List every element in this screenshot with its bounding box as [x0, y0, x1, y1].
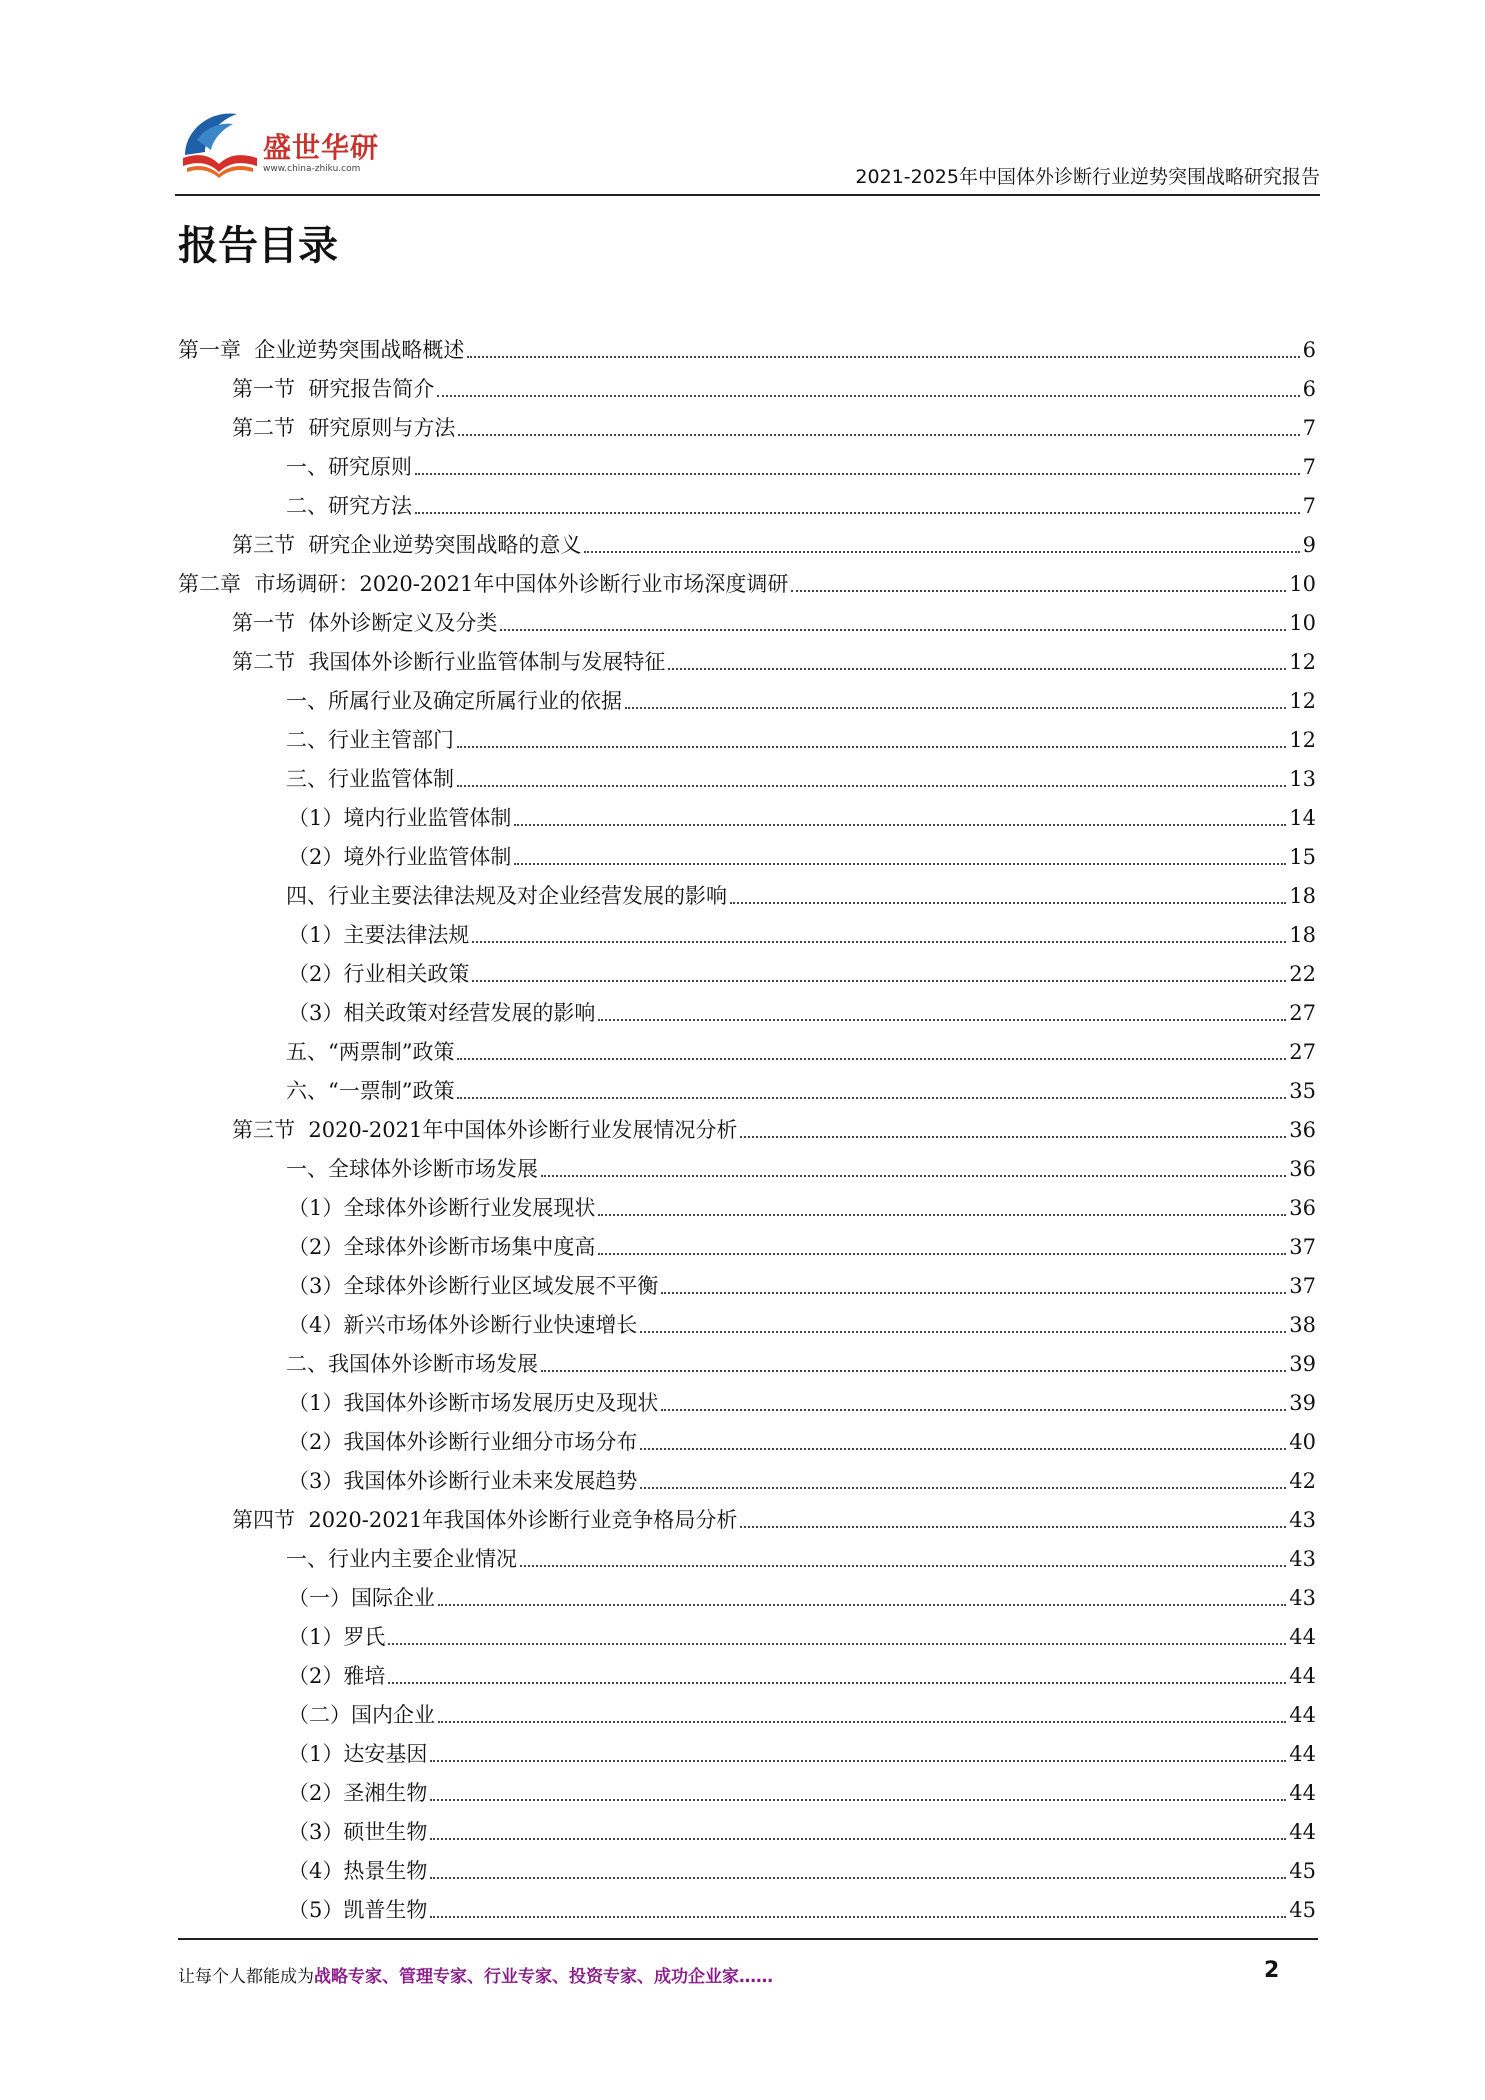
toc-entry-label: 第三节 2020-2021年中国体外诊断行业发展情况分析	[232, 1118, 738, 1142]
toc-entry-page: 12	[1289, 728, 1316, 752]
toc-dot-leader	[430, 1838, 1286, 1840]
toc-entry-page: 36	[1289, 1118, 1316, 1142]
toc-entry[interactable]	[178, 1299, 1316, 1338]
toc-entry-page: 15	[1289, 845, 1316, 869]
toc-entry-page: 42	[1289, 1469, 1316, 1493]
toc-entry[interactable]	[178, 831, 1316, 870]
toc-entry[interactable]	[178, 636, 1316, 675]
toc-dot-leader	[457, 1058, 1286, 1060]
toc-dot-leader	[520, 1565, 1286, 1567]
toc-dot-leader	[430, 1760, 1286, 1762]
report-title: 2021-2025年中国体外诊断行业逆势突围战略研究报告	[855, 166, 1320, 188]
toc-dot-leader	[438, 1721, 1286, 1723]
toc-entry-label: （1）主要法律法规	[288, 923, 470, 947]
toc-entry-label: 三、行业监管体制	[286, 767, 454, 791]
toc-entry-page: 36	[1289, 1196, 1316, 1220]
toc-entry[interactable]	[178, 1143, 1316, 1182]
toc-dot-leader	[457, 746, 1286, 748]
toc-entry[interactable]	[178, 1845, 1316, 1884]
toc-entry-page: 14	[1289, 806, 1316, 830]
toc-entry-label: （5）凯普生物	[288, 1898, 428, 1922]
toc-entry-label: （2）雅培	[288, 1664, 386, 1688]
toc-dot-leader	[430, 1877, 1286, 1879]
toc-dot-leader	[598, 1019, 1286, 1021]
toc-entry[interactable]	[178, 909, 1316, 948]
toc-entry[interactable]	[178, 1650, 1316, 1689]
toc-entry-label: （一）国际企业	[288, 1586, 435, 1610]
toc-entry-label: （4）新兴市场体外诊断行业快速增长	[288, 1313, 638, 1337]
toc-entry[interactable]	[178, 1611, 1316, 1650]
toc-entry[interactable]	[178, 363, 1316, 402]
toc-entry-label: 第四节 2020-2021年我国体外诊断行业竞争格局分析	[232, 1508, 738, 1532]
toc-entry-page: 38	[1289, 1313, 1316, 1337]
toc-entry[interactable]	[178, 1065, 1316, 1104]
footer-roles: 战略专家、管理专家、行业专家、投资专家、成功企业家……	[314, 1967, 773, 1987]
toc-entry-label: （2）行业相关政策	[288, 962, 470, 986]
toc-entry-page: 36	[1289, 1157, 1316, 1181]
toc-dot-leader	[740, 1526, 1286, 1528]
toc-entry-label: 一、所属行业及确定所属行业的依据	[286, 689, 622, 713]
toc-entry[interactable]	[178, 1494, 1316, 1533]
toc-entry-page: 10	[1289, 572, 1316, 596]
toc-entry[interactable]	[178, 480, 1316, 519]
toc-dot-leader	[640, 1448, 1286, 1450]
toc-dot-leader	[640, 1331, 1286, 1333]
toc-entry[interactable]	[178, 597, 1316, 636]
toc-dot-leader	[598, 1253, 1286, 1255]
toc-dot-leader	[437, 395, 1299, 397]
toc-entry-page: 10	[1289, 611, 1316, 635]
toc-entry-page: 18	[1289, 884, 1316, 908]
toc-dot-leader	[472, 980, 1286, 982]
toc-entry-label: 第一节 体外诊断定义及分类	[232, 611, 498, 635]
toc-dot-leader	[598, 1214, 1286, 1216]
toc-entry[interactable]	[178, 753, 1316, 792]
toc-entry-page: 27	[1289, 1040, 1316, 1064]
toc-entry-page: 12	[1289, 689, 1316, 713]
toc-dot-leader	[584, 551, 1299, 553]
toc-entry-page: 44	[1289, 1703, 1316, 1727]
page-title: 报告目录	[178, 223, 338, 269]
toc-dot-leader	[730, 902, 1286, 904]
toc-entry[interactable]	[178, 870, 1316, 909]
toc-entry[interactable]	[178, 675, 1316, 714]
toc-entry-label: （3）硕世生物	[288, 1820, 428, 1844]
toc-entry[interactable]	[178, 1728, 1316, 1767]
toc-entry[interactable]	[178, 324, 1316, 363]
toc-entry-label: 第二节 我国体外诊断行业监管体制与发展特征	[232, 650, 666, 674]
toc-entry[interactable]	[178, 987, 1316, 1026]
toc-entry-label: （1）我国体外诊断市场发展历史及现状	[288, 1391, 659, 1415]
toc-entry-label: （2）圣湘生物	[288, 1781, 428, 1805]
toc-entry[interactable]	[178, 1533, 1316, 1572]
page-number: 2	[1264, 1958, 1280, 1983]
toc-entry-page: 13	[1289, 767, 1316, 791]
toc-entry[interactable]	[178, 441, 1316, 480]
toc-entry-label: 第二章 市场调研：2020-2021年中国体外诊断行业市场深度调研	[178, 572, 789, 596]
header-divider	[175, 194, 1320, 196]
toc-entry-page: 9	[1302, 533, 1316, 557]
footer-divider	[178, 1938, 1318, 1940]
logo-book-icon	[175, 100, 265, 190]
toc-entry-label: 二、行业主管部门	[286, 728, 454, 752]
toc-entry-label: 二、研究方法	[286, 494, 412, 518]
toc-entry-label: （3）相关政策对经营发展的影响	[288, 1001, 596, 1025]
company-logo	[175, 100, 395, 190]
toc-dot-leader	[541, 1370, 1286, 1372]
toc-entry-page: 45	[1289, 1898, 1316, 1922]
logo-url: www.china-zhiku.com	[263, 164, 361, 174]
toc-entry[interactable]	[178, 558, 1316, 597]
toc-entry-page: 18	[1289, 923, 1316, 947]
toc-entry-label: 一、全球体外诊断市场发展	[286, 1157, 538, 1181]
toc-entry[interactable]	[178, 948, 1316, 987]
toc-entry-page: 43	[1289, 1547, 1316, 1571]
toc-entry-page: 45	[1289, 1859, 1316, 1883]
toc-dot-leader	[438, 1604, 1286, 1606]
toc-entry[interactable]	[178, 1026, 1316, 1065]
toc-entry-page: 44	[1289, 1664, 1316, 1688]
toc-entry-page: 44	[1289, 1625, 1316, 1649]
toc-entry[interactable]	[178, 402, 1316, 441]
toc-entry[interactable]	[178, 1260, 1316, 1299]
toc-dot-leader	[740, 1136, 1286, 1138]
toc-entry-page: 6	[1302, 338, 1316, 362]
toc-entry-label: 第二节 研究原则与方法	[232, 416, 456, 440]
toc-entry[interactable]	[178, 792, 1316, 831]
toc-entry-page: 39	[1289, 1391, 1316, 1415]
toc-dot-leader	[430, 1799, 1286, 1801]
toc-entry-label: 五、“两票制”政策	[286, 1040, 455, 1064]
toc-entry-page: 27	[1289, 1001, 1316, 1025]
toc-entry-page: 44	[1289, 1781, 1316, 1805]
toc-dot-leader	[625, 707, 1286, 709]
table-of-contents	[178, 324, 1316, 1923]
toc-dot-leader	[500, 629, 1286, 631]
toc-entry[interactable]	[178, 1572, 1316, 1611]
toc-entry-label: （3）全球体外诊断行业区域发展不平衡	[288, 1274, 659, 1298]
toc-entry-page: 43	[1289, 1586, 1316, 1610]
toc-dot-leader	[458, 434, 1299, 436]
toc-entry-page: 35	[1289, 1079, 1316, 1103]
toc-entry-label: 第一节 研究报告简介	[232, 377, 435, 401]
toc-entry-label: 四、行业主要法律法规及对企业经营发展的影响	[286, 884, 727, 908]
toc-entry[interactable]	[178, 1338, 1316, 1377]
toc-dot-leader	[791, 590, 1286, 592]
toc-entry-page: 12	[1289, 650, 1316, 674]
toc-entry-label: 一、研究原则	[286, 455, 412, 479]
toc-entry-label: （2）境外行业监管体制	[288, 845, 512, 869]
toc-dot-leader	[514, 824, 1286, 826]
toc-dot-leader	[472, 941, 1286, 943]
toc-dot-leader	[415, 473, 1300, 475]
toc-entry-page: 37	[1289, 1274, 1316, 1298]
toc-entry[interactable]	[178, 1377, 1316, 1416]
toc-entry-label: 一、行业内主要企业情况	[286, 1547, 517, 1571]
toc-entry-page: 37	[1289, 1235, 1316, 1259]
toc-entry[interactable]	[178, 714, 1316, 753]
toc-entry[interactable]	[178, 1104, 1316, 1143]
toc-entry-label: （4）热景生物	[288, 1859, 428, 1883]
toc-entry-label: （1）境内行业监管体制	[288, 806, 512, 830]
toc-entry-label: （二）国内企业	[288, 1703, 435, 1727]
toc-entry-page: 6	[1302, 377, 1316, 401]
toc-entry[interactable]	[178, 1455, 1316, 1494]
footer-prefix: 让每个人都能成为	[178, 1967, 314, 1987]
logo-name: 盛世华研	[263, 131, 380, 164]
toc-entry-label: （3）我国体外诊断行业未来发展趋势	[288, 1469, 638, 1493]
toc-entry-label: 第三节 研究企业逆势突围战略的意义	[232, 533, 582, 557]
toc-dot-leader	[430, 1916, 1286, 1918]
toc-entry-page: 7	[1302, 416, 1316, 440]
toc-entry[interactable]	[178, 1416, 1316, 1455]
toc-entry[interactable]	[178, 519, 1316, 558]
toc-dot-leader	[467, 356, 1299, 358]
toc-dot-leader	[457, 1097, 1286, 1099]
toc-entry[interactable]	[178, 1221, 1316, 1260]
toc-dot-leader	[514, 863, 1286, 865]
toc-dot-leader	[457, 785, 1286, 787]
toc-entry-page: 44	[1289, 1742, 1316, 1766]
page-header	[175, 100, 1320, 195]
toc-entry-label: （1）全球体外诊断行业发展现状	[288, 1196, 596, 1220]
toc-entry-label: （2）我国体外诊断行业细分市场分布	[288, 1430, 638, 1454]
toc-entry-page: 43	[1289, 1508, 1316, 1532]
toc-entry[interactable]	[178, 1884, 1316, 1923]
toc-entry-label: 二、我国体外诊断市场发展	[286, 1352, 538, 1376]
toc-entry-label: 第一章 企业逆势突围战略概述	[178, 338, 465, 362]
toc-dot-leader	[661, 1292, 1286, 1294]
toc-entry[interactable]	[178, 1767, 1316, 1806]
toc-dot-leader	[668, 668, 1286, 670]
toc-entry-label: （1）达安基因	[288, 1742, 428, 1766]
toc-entry-page: 44	[1289, 1820, 1316, 1844]
toc-entry[interactable]	[178, 1806, 1316, 1845]
toc-entry-page: 39	[1289, 1352, 1316, 1376]
toc-dot-leader	[415, 512, 1300, 514]
toc-entry-page: 7	[1302, 494, 1316, 518]
toc-dot-leader	[640, 1487, 1286, 1489]
toc-entry-label: （2）全球体外诊断市场集中度高	[288, 1235, 596, 1259]
toc-entry-label: 六、“一票制”政策	[286, 1079, 455, 1103]
toc-entry[interactable]	[178, 1689, 1316, 1728]
toc-entry-page: 40	[1289, 1430, 1316, 1454]
toc-dot-leader	[388, 1682, 1286, 1684]
footer-slogan	[178, 1962, 773, 1987]
toc-entry-label: （1）罗氏	[288, 1625, 386, 1649]
toc-dot-leader	[541, 1175, 1286, 1177]
toc-entry[interactable]	[178, 1182, 1316, 1221]
toc-entry-page: 7	[1302, 455, 1316, 479]
toc-dot-leader	[388, 1643, 1286, 1645]
toc-entry-page: 22	[1289, 962, 1316, 986]
toc-dot-leader	[661, 1409, 1286, 1411]
